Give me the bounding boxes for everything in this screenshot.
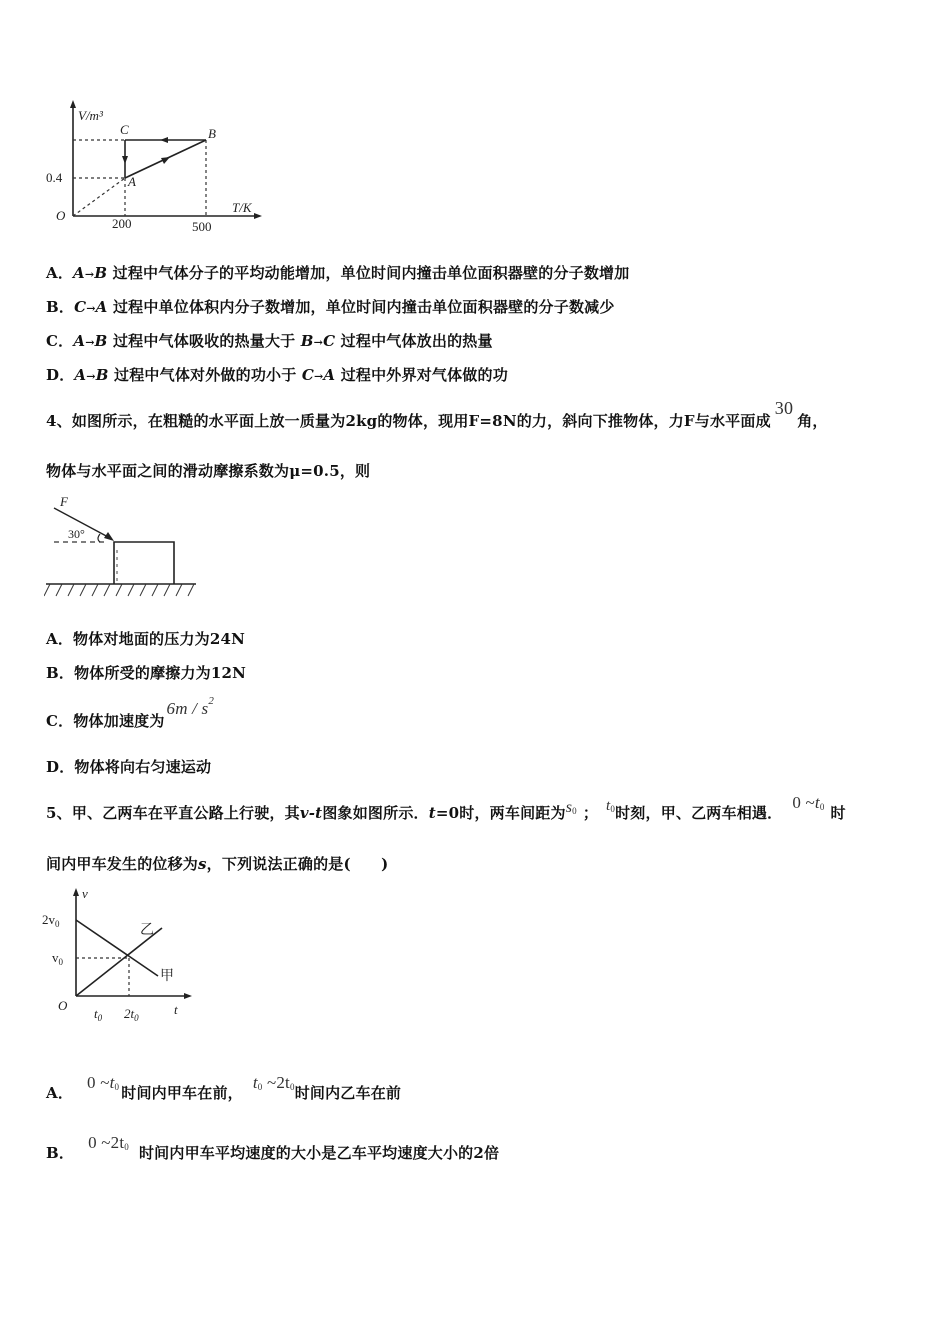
q5-option-a: A．0 $\sim t^0$ 时间内甲车在前，$t^0$ $\sim 2t^0$时间内乙车在前 — [46, 1073, 402, 1102]
label-2t0: $2t_0$ — [124, 1006, 139, 1023]
q4-option-c: C．物体加速度为$6m / s^2$ — [46, 695, 215, 730]
x-tick-200: 200 — [112, 216, 132, 231]
q5-stem-line2: 间内甲车发生的位移为s，下列说法正确的是( ) — [46, 855, 389, 873]
origin-label: O — [58, 998, 68, 1013]
arrow-ca — [122, 156, 128, 164]
v-axis-label: v — [82, 886, 88, 901]
q3-option-a: A．A→B 过程中气体分子的平均动能增加，单位时间内撞击单位面积器壁的分子数增加 — [46, 264, 630, 282]
arrow-bc — [160, 137, 168, 143]
arrow-ab — [161, 157, 170, 164]
t-axis-label: t — [174, 1002, 178, 1017]
label-yi: 乙 — [140, 923, 154, 938]
q4-stem-line1: 4、如图所示，在粗糙的水平面上放一质量为2kg的物体，现用F=8N的力，斜向下推物体，力F与水平面成30角， — [46, 398, 828, 430]
vt-process-graph — [40, 98, 280, 238]
x-axis-arrow — [254, 213, 262, 219]
q3-option-b: B．C→A 过程中单位体积内分子数增加，单位时间内撞击单位面积器壁的分子数减少 — [46, 298, 615, 316]
label-t0: $t_0$ — [94, 1006, 103, 1023]
y-tick-label: 0.4 — [46, 170, 63, 185]
x-axis-label: T/K — [232, 200, 252, 215]
point-c-label: C — [120, 122, 129, 137]
label-v0: $v_0$ — [52, 950, 63, 967]
y-axis-label: V/m³ — [78, 108, 103, 123]
q4-stem-line2: 物体与水平面之间的滑动摩擦系数为μ=0.5，则 — [46, 462, 371, 480]
velocity-time-graph — [40, 884, 200, 1024]
q4-option-d: D．物体将向右匀速运动 — [46, 758, 212, 776]
q3-option-c: C．A→B 过程中气体吸收的热量大于 B→C 过程中气体放出的热量 — [46, 332, 493, 350]
q4-option-a: A．物体对地面的压力为24N — [46, 630, 246, 648]
force-label: F — [60, 494, 68, 509]
point-a-label: A — [128, 174, 136, 189]
inclined-force-figure — [44, 492, 204, 602]
block — [114, 542, 174, 584]
q5-option-b: B．0 $\sim 2t^0$ 时间内甲车平均速度的大小是乙车平均速度大小的2倍 — [46, 1133, 500, 1162]
q3-option-d: D．A→B 过程中气体对外做的功小于 C→A 过程中外界对气体做的功 — [46, 366, 508, 384]
line-yi — [76, 928, 162, 996]
q4-option-b: B．物体所受的摩擦力为12N — [46, 664, 247, 682]
label-jia: 甲 — [160, 969, 174, 984]
x-tick-500: 500 — [192, 219, 212, 234]
label-2v0: $2v_0$ — [42, 912, 60, 929]
y-axis-arrow — [70, 100, 76, 108]
origin-label: O — [56, 208, 66, 223]
point-b-label: B — [208, 126, 216, 141]
angle-label: 30° — [68, 527, 85, 541]
q5-stem-line1: 5、甲、乙两车在平直公路上行驶，其v-t图象如图所示．t=0时，两车间距为$s^0$ ； $t^0$时刻，甲、乙两车相遇．0 $\sim t^0$ 时 — [46, 793, 846, 822]
